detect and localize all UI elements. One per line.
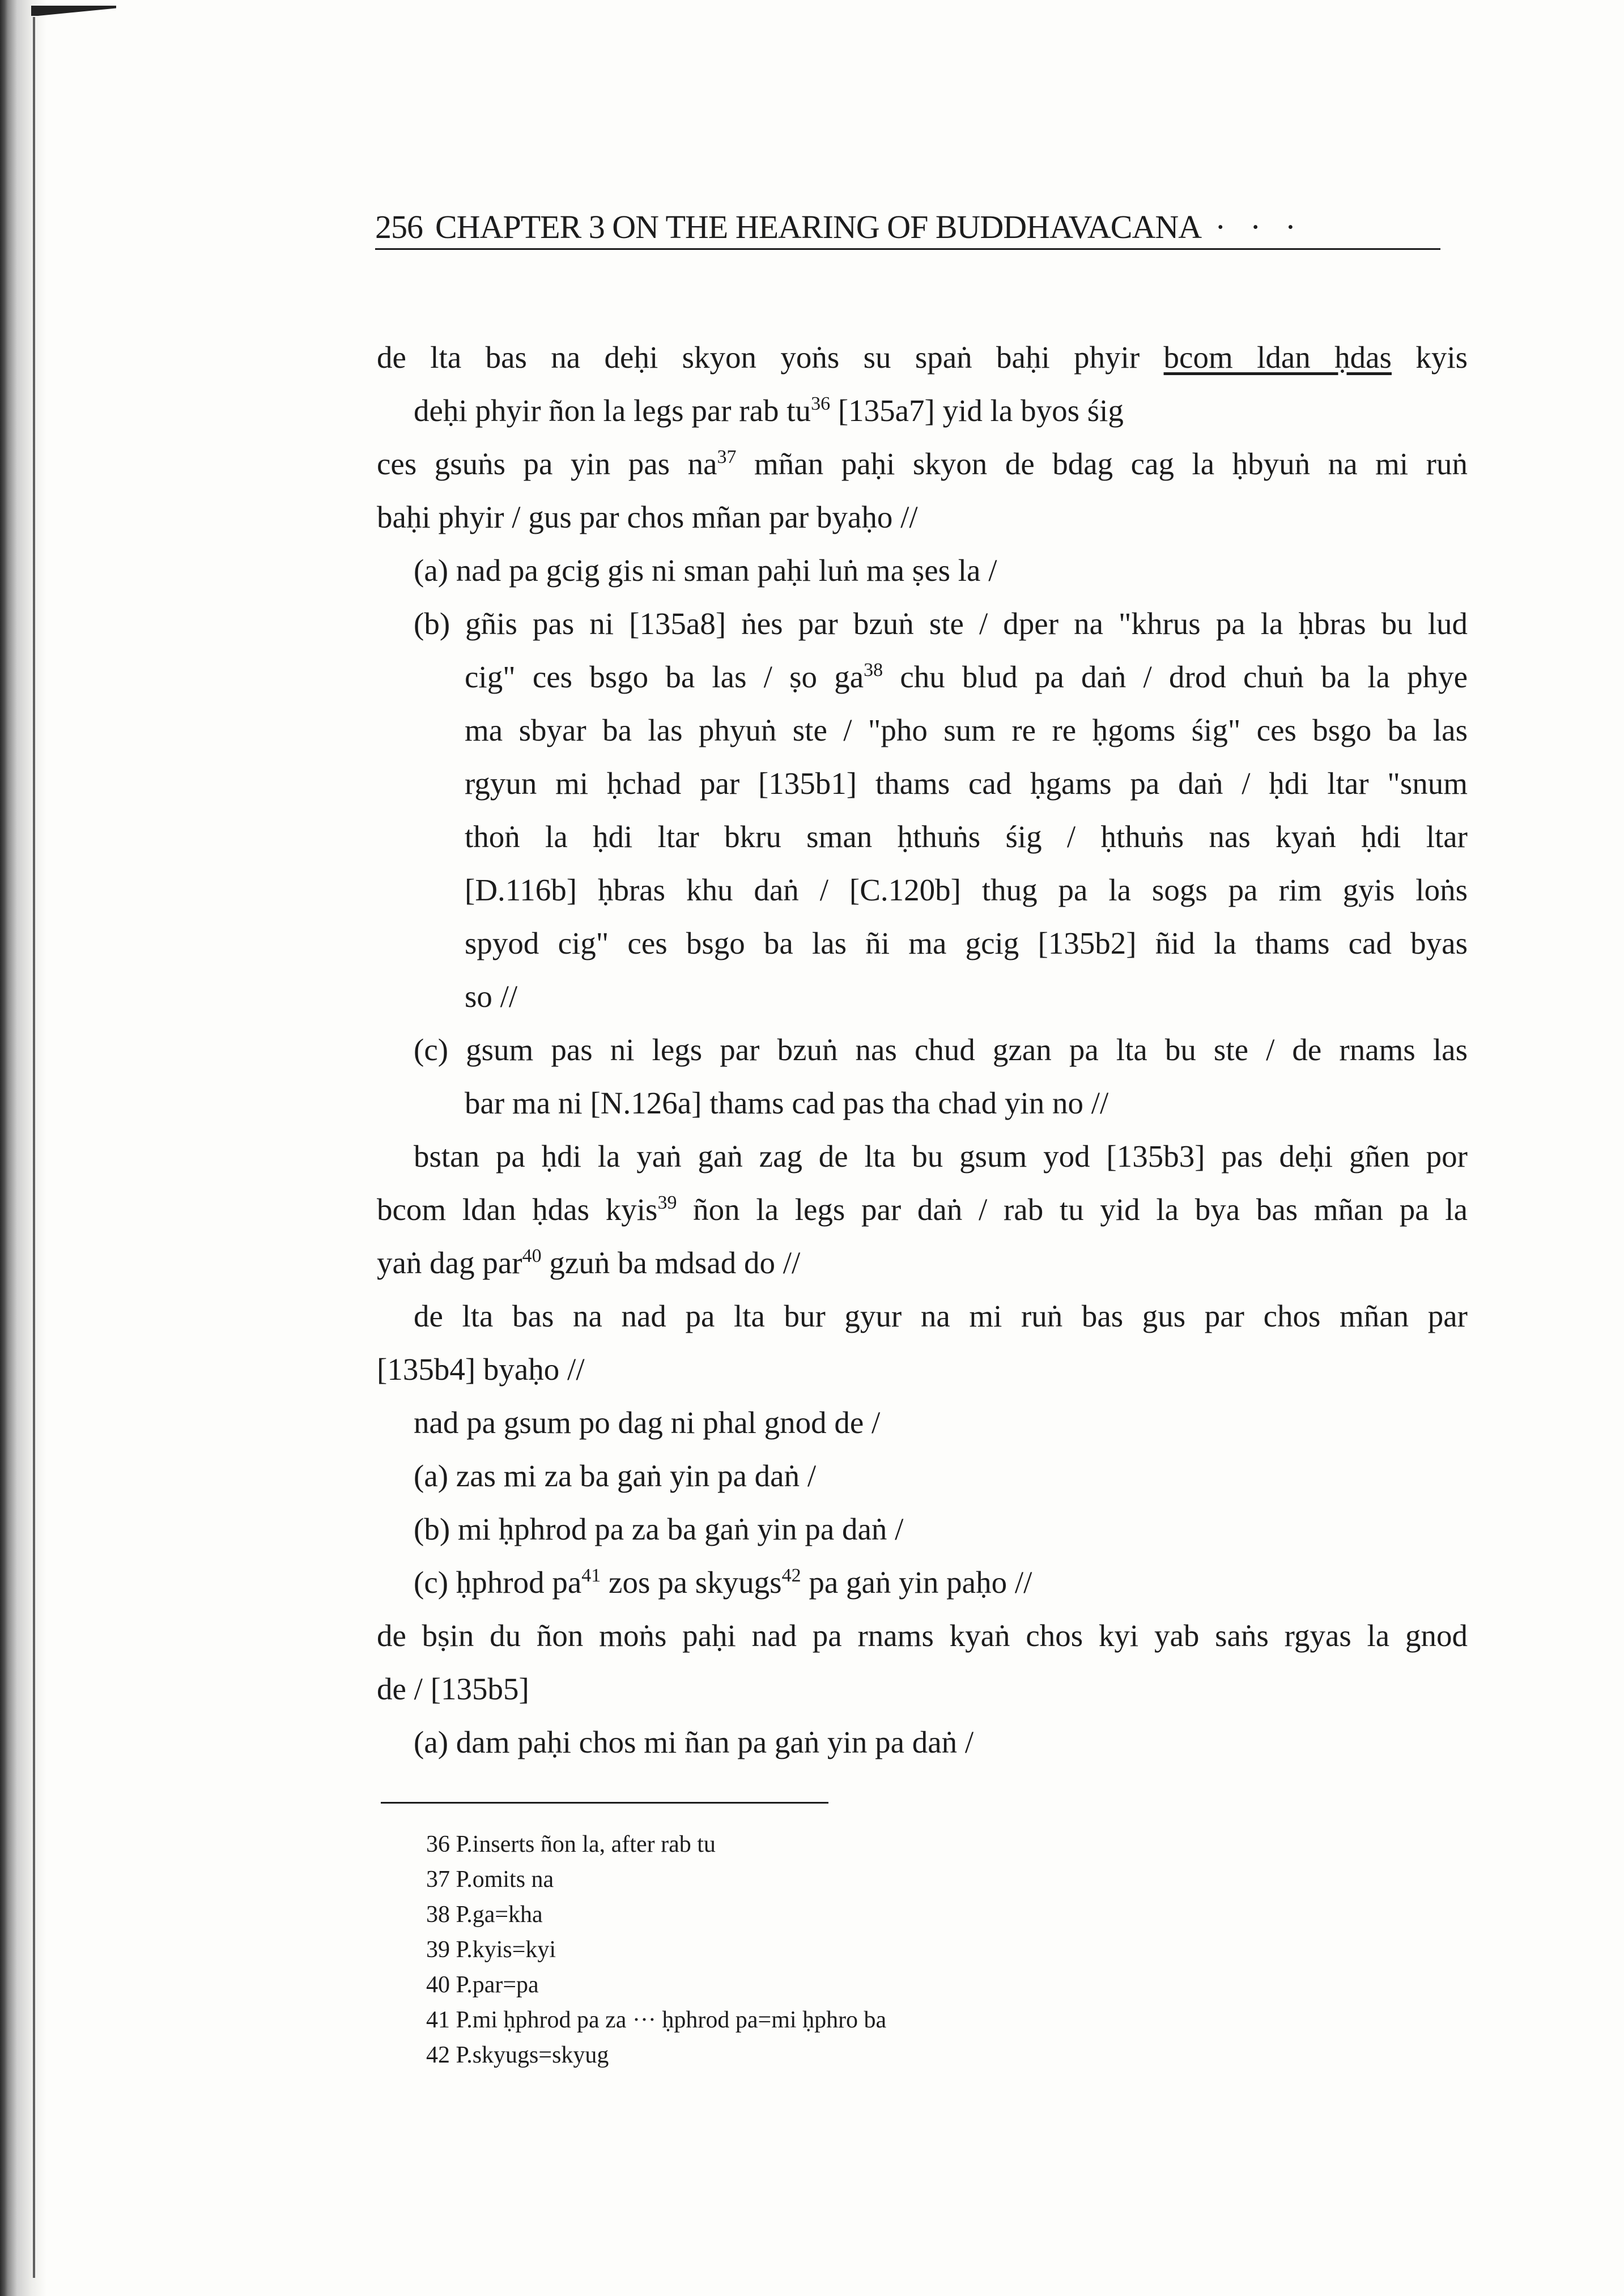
footnote-ref: 38 [864, 660, 883, 681]
text-line: de bṣin du ñon moṅs paḥi nad pa rnams kyaṅ chos kyi yab saṅs rgyas la gnod [377, 1618, 1468, 1653]
footnote: 39 P.kyis=kyi [426, 1937, 556, 1963]
text-line: (c) ḥphrod $pa^{41}$ zos pa skyugs$^{42}$ pa gaṅ yin paḥo // [414, 1565, 1032, 1600]
binding-edge [0, 0, 46, 2296]
footnote: 36 P.inserts ñon la, after rab tu [426, 1831, 716, 1857]
footnote: 40 P.par=pa [426, 1972, 539, 1998]
text-line: so // [465, 979, 518, 1014]
header-ellipsis: · · · [1215, 209, 1304, 245]
footnote-ref: 40 [522, 1245, 542, 1266]
text-line: (a) nad pa gcig gis ni sman paḥi luṅ ma ṣes la / [414, 553, 997, 588]
text-line: (a) zas mi za ba gaṅ yin pa daṅ / [414, 1459, 817, 1493]
text-line: yaṅ dag par$^{40}$ gzuṅ ba mdsad do // [377, 1245, 801, 1280]
footnote-number: 37 [426, 1866, 450, 1893]
text-line: cig" ces bsgo ba las / ṣo $ga^{38}$ chu blud pa daṅ / drod chuṅ ba la phye [465, 660, 1468, 694]
running-header [375, 210, 1440, 250]
text-line: spyod cig" ces bsgo ba las ñi ma gcig [135b2] ñid la thams cad byas [465, 926, 1468, 960]
binding-shadow-line [33, 17, 35, 2278]
page-number: 256 [375, 209, 423, 245]
text-line: ces gsuṅs pa yin pas $na^{37}$ mñan paḥi skyon de bdag cag la ḥbyuṅ na mi ruṅ [377, 447, 1468, 481]
footnote: 38 P.ga=kha [426, 1902, 543, 1928]
footnote-number: 36 [426, 1831, 450, 1857]
footnote-ref: 39 [657, 1192, 677, 1213]
text-line: [135b4] byaḥo // [377, 1352, 585, 1387]
footnote-number: 39 [426, 1937, 450, 1963]
text-line: baḥi phyir / gus par chos mñan par byaḥo // [377, 500, 918, 534]
footnote-number: 38 [426, 1902, 450, 1928]
text-line: de lta bas na nad pa lta bur gyur na mi ruṅ bas gus par chos mñan par [414, 1299, 1468, 1333]
footnote-number: 42 [426, 2042, 450, 2068]
text-line: (b) mi ḥphrod pa za ba gaṅ yin pa daṅ / [414, 1512, 904, 1546]
footnote-number: 41 [426, 2007, 450, 2033]
footnote-ref: 41 [581, 1565, 601, 1586]
underlined-term: bcom ldan ḥdas [1163, 340, 1392, 375]
footnote: 37 P.omits na [426, 1866, 554, 1893]
footnote-ref: 42 [781, 1565, 801, 1586]
text-line: rgyun mi ḥchad par [135b1] thams cad ḥgams pa daṅ / ḥdi ltar "snum [465, 766, 1468, 801]
footnote-ref: 36 [811, 393, 831, 414]
chapter-title: CHAPTER 3 ON THE HEARING OF BUDDHAVACANA [435, 209, 1202, 245]
page-corner-mark [31, 6, 116, 16]
text-line: de / [135b5] [377, 1672, 529, 1706]
text-line: bar ma ni [N.126a] thams cad pas tha chad yin no // [465, 1086, 1109, 1120]
footnote-ref: 37 [717, 447, 737, 467]
footnote: 41 P.mi ḥphrod pa za ··· ḥphrod pa=mi ḥphro ba [426, 2007, 887, 2033]
text-line: [D.116b] ḥbras khu daṅ / [C.120b] thug pa la sogs pa rim gyis loṅs [465, 873, 1468, 907]
text-line: ma sbyar ba las phyuṅ ste / "pho sum re re ḥgoms śig" ces bsgo ba las [465, 713, 1468, 747]
text-line: bstan pa ḥdi la yaṅ gaṅ zag de lta bu gsum yod [135b3] pas deḥi gñen por [414, 1139, 1468, 1173]
text-line: de lta bas na deḥi skyon yoṅs su spaṅ baḥi phyir bcom ldan ḥdas kyis [377, 340, 1468, 375]
text-line: bcom ldan ḥdas kyis$^{39}$ ñon la legs par daṅ / rab tu yid la bya bas mñan pa la [377, 1192, 1468, 1227]
text-line: nad pa gsum po dag ni phal gnod de / [414, 1405, 881, 1440]
footnote: 42 P.skyugs=skyug [426, 2042, 609, 2068]
footnote-rule [381, 1802, 828, 1804]
text-line: (a) dam paḥi chos mi ñan pa gaṅ yin pa daṅ / [414, 1725, 974, 1759]
footnote-number: 40 [426, 1972, 450, 1998]
text-line: thoṅ la ḥdi ltar bkru sman ḥthuṅs śig / ḥthuṅs nas kyaṅ ḥdi ltar [465, 819, 1468, 854]
text-line: (b) gñis pas ni [135a8] ṅes par bzuṅ ste / dper na "khrus pa la ḥbras bu lud [414, 606, 1468, 641]
text-line: deḥi phyir ñon la legs par rab $tu^{36}$ [135a7] yid la byos śig [414, 393, 1124, 428]
text-line: (c) gsum pas ni legs par bzuṅ nas chud gzan pa lta bu ste / de rnams las [414, 1032, 1468, 1067]
